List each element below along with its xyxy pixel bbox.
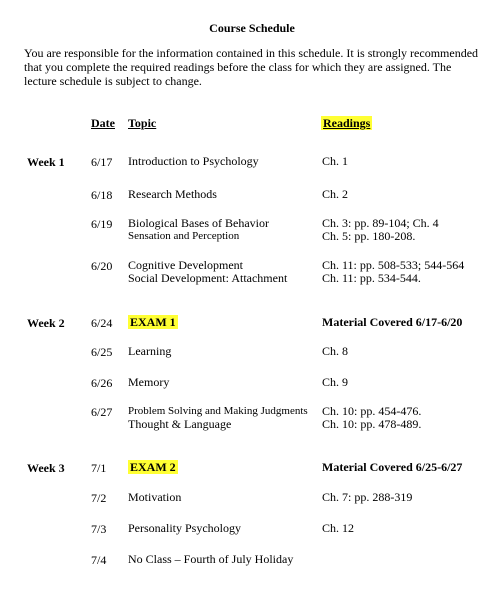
- page-title: Course Schedule: [209, 21, 295, 35]
- row-topic: [128, 376, 169, 389]
- reading-line: Ch. 10: pp. 454-476.: [322, 404, 422, 418]
- row-date: 6/20: [91, 259, 113, 273]
- row-date: 7/1: [91, 461, 107, 475]
- reading-line: Ch. 3: pp. 89-104; Ch. 4: [322, 216, 439, 230]
- topic-line: Learning: [128, 344, 172, 358]
- exam-topic: EXAM 1: [130, 315, 176, 329]
- topic-line: Sensation and Perception: [128, 230, 240, 242]
- topic-line: Personality Psychology: [128, 521, 241, 535]
- reading-line: Ch. 2: [322, 187, 349, 201]
- row-topic: [128, 405, 308, 431]
- row-date: 6/27: [91, 405, 113, 419]
- row-date: 7/4: [91, 553, 107, 567]
- row-date: 6/19: [91, 217, 113, 231]
- row-topic: [128, 155, 259, 168]
- row-reading: [322, 461, 462, 474]
- row-topic: [128, 522, 241, 535]
- row-reading: [322, 522, 354, 535]
- row-topic: [128, 345, 171, 358]
- reading-line: Ch. 8: [322, 344, 349, 358]
- readings-header: Readings: [323, 116, 371, 130]
- intro-paragraph: You are responsible for the information contained in this schedule. It is strongly recommended that you complete the required readings before the class for which they are assigned. The lecture schedule is subject to change.: [24, 46, 479, 88]
- topic-line: No Class – Fourth of July Holiday: [128, 552, 294, 566]
- topic-line: Motivation: [128, 490, 182, 504]
- readings-header-wrap: [321, 116, 372, 131]
- reading-line: Ch. 1: [322, 154, 349, 168]
- reading-line: Ch. 11: pp. 508-533; 544-564: [322, 258, 465, 272]
- row-date: 7/3: [91, 522, 107, 536]
- row-reading: [322, 316, 462, 329]
- week-label: Week 2: [27, 316, 65, 330]
- topic-header: Topic: [128, 116, 157, 130]
- reading-line: Material Covered 6/25-6/27: [322, 460, 463, 474]
- topic-line: Biological Bases of Behavior: [128, 216, 269, 230]
- topic-line: Social Development: Attachment: [128, 271, 288, 285]
- row-topic: [128, 316, 178, 329]
- row-date: 6/26: [91, 376, 113, 390]
- topic-line: Cognitive Development: [128, 258, 243, 272]
- row-topic: [128, 461, 178, 474]
- date-header: Date: [91, 116, 115, 130]
- row-date: 7/2: [91, 491, 107, 505]
- row-topic: [128, 259, 287, 285]
- row-topic: [128, 491, 181, 504]
- topic-line: Introduction to Psychology: [128, 154, 259, 168]
- row-topic: [128, 217, 269, 243]
- row-reading: [322, 259, 464, 285]
- row-reading: [322, 155, 348, 168]
- row-reading: [322, 491, 412, 504]
- row-reading: [322, 217, 439, 243]
- reading-line: Ch. 10: pp. 478-489.: [322, 417, 422, 431]
- week-label: Week 1: [27, 155, 65, 169]
- exam-topic-wrap: [128, 316, 178, 329]
- reading-line: Ch. 11: pp. 534-544.: [322, 271, 421, 285]
- row-date: 6/24: [91, 316, 113, 330]
- topic-line: Research Methods: [128, 187, 217, 201]
- exam-topic: EXAM 2: [130, 460, 176, 474]
- row-reading: [322, 376, 348, 389]
- topic-line: Memory: [128, 375, 170, 389]
- row-reading: [322, 405, 421, 431]
- exam-topic-wrap: [128, 461, 178, 474]
- reading-line: Ch. 12: [322, 521, 355, 535]
- topic-line: Thought & Language: [128, 417, 232, 431]
- reading-line: Ch. 5: pp. 180-208.: [322, 229, 416, 243]
- reading-line: Material Covered 6/17-6/20: [322, 315, 463, 329]
- reading-line: Ch. 7: pp. 288-319: [322, 490, 413, 504]
- reading-line: Ch. 9: [322, 375, 349, 389]
- week-label: Week 3: [27, 461, 65, 475]
- topic-line: Problem Solving and Making Judgments: [128, 405, 308, 417]
- row-reading: [322, 345, 348, 358]
- row-date: 6/18: [91, 188, 113, 202]
- row-topic: [128, 553, 293, 566]
- row-topic: [128, 188, 217, 201]
- row-date: 6/17: [91, 155, 113, 169]
- row-date: 6/25: [91, 345, 113, 359]
- row-reading: [322, 188, 348, 201]
